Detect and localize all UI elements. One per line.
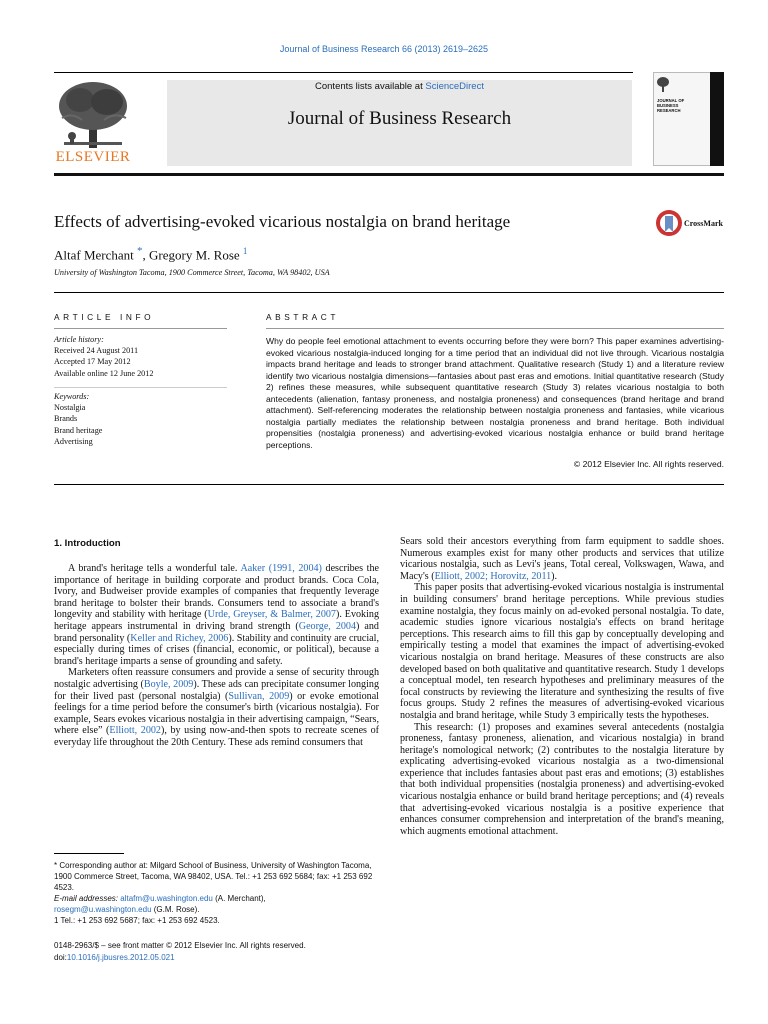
affiliation: University of Washington Tacoma, 1900 Commerce Street, Tacoma, WA 98402, USA <box>54 268 330 277</box>
title-divider <box>54 292 724 293</box>
doi-line <box>54 952 380 964</box>
bottom-meta <box>54 940 380 964</box>
history-label: Article history: <box>54 335 104 344</box>
cover-title: JOURNAL OF BUSINESS RESEARCH <box>657 98 685 113</box>
cover-strip <box>710 72 724 166</box>
author-footnote-mark[interactable]: 1 <box>242 246 248 256</box>
article-info-subrule <box>54 387 227 388</box>
article-title: Effects of advertising-evoked vicarious nostalgia on brand heritage <box>54 212 511 231</box>
text-run: ) and brand personality ( <box>54 620 379 644</box>
abstract-divider <box>54 484 724 485</box>
paragraph: This paper posits that advertising-evoked vicarious nostalgia is instrumental in building consumers' brand heritage perceptions. While previous studies examine nostalgia, they focus mainly on ad-evoked personal nostalgia. To date, academic studies ignore vicarious nostalgia's effects on brand heritage perceptions. This research aims to fill this gap by conceptually developing and empirically testing a model that examines the impact of advertising-evoked vicarious nostalgia on brand heritage. Measures of these constructs are also developed based on both qualitative and quantitative research. Study 1 develops a conceptual model, ten research hypotheses and preliminary measures of the focal constructs by reviewing the literature and synthesizing the results of five focus groups. Study 2 refines the measures of advertising-evoked vicarious nostalgia and brand heritage, while Study 3 empirically tests the hypotheses. <box>400 582 724 721</box>
text-run: A brand's heritage tells a wonderful tale. <box>68 563 241 574</box>
abstract-heading: ABSTRACT <box>266 312 340 322</box>
text-run: Sears sold their ancestors everything from farm equipment to saddle shoes. Numerous examples exist for many other products and services that utilize vicarious nostalgia, such as Levi's jeans, Total cereal, Volkswagen, Wawa, and Macy's ( <box>400 536 724 582</box>
sciencedirect-link[interactable]: ScienceDirect <box>425 81 484 92</box>
history-accepted: Accepted 17 May 2012 <box>54 357 131 367</box>
keyword-item: Nostalgia <box>54 403 86 413</box>
abstract-rule <box>266 328 724 329</box>
contents-line <box>167 81 632 92</box>
keyword-item: Brand heritage <box>54 425 103 435</box>
text-run: ). Evoking heritage appears instrumental in driving brand strength ( <box>54 609 379 632</box>
header-top-rule <box>54 72 633 73</box>
author-separator: , <box>142 247 150 263</box>
authors <box>54 245 247 263</box>
corresponding-author-mark[interactable]: * <box>137 245 143 257</box>
text-run: describes the importance of heritage in building corporate and product brands. Coca Cola, Ivory, and Budweiser provide examples of companies that frequently leverage brand heritage to bolster their brands. Consumers tend to associate a brand's longevity and stability with heritage ( <box>54 563 379 621</box>
section-heading-introduction: 1. Introduction <box>54 538 121 549</box>
email-addresses <box>54 893 380 915</box>
publisher-name: ELSEVIER <box>55 149 131 165</box>
citation-link[interactable]: Aaker (1991, 2004) <box>240 563 322 574</box>
paragraph: This research: (1) proposes and examines several antecedents (nostalgia proneness, fantasy proneness, alienation, and vicarious nostalgia) in brand heritage's nomological network; (2) contributes to the nostalgia literature by explicating advertising-evoked vicarious nostalgia as a two-dimensional experience that includes fantasies about past eras and emotions; (3) establishes that both individual propensities (nostalgia proneness) and advertising-evoked vicarious nostalgia enhance or build brand heritage perceptions; and (4) reveals that advertising-evoked vicarious nostalgia is a positive experience that enhances consumer comprehension and interpretation of the brand's meaning, which augments emotional attachment. <box>400 721 724 837</box>
history-received: Received 24 August 2011 <box>54 346 139 356</box>
journal-title[interactable]: Journal of Business Research <box>287 108 512 129</box>
right-column <box>400 536 724 837</box>
history-online: Available online 12 June 2012 <box>54 368 154 378</box>
author-rose[interactable]: Gregory M. Rose <box>149 247 240 263</box>
doi-link[interactable]: 10.1016/j.jbusres.2012.05.021 <box>66 953 175 962</box>
keywords-label: Keywords: <box>54 392 90 401</box>
crossmark-label: CrossMark <box>684 219 723 228</box>
citation-link[interactable]: Keller and Richey, 2006 <box>130 632 229 644</box>
journal-reference[interactable]: Journal of Business Research 66 (2013) 2619–2625 <box>279 44 489 54</box>
crossmark-icon[interactable] <box>655 208 683 238</box>
text-run: ). <box>551 570 558 582</box>
text-run: Marketers often reassure consumers and provide a sense of security through nostalgic advertising ( <box>54 667 379 690</box>
email-rose-link[interactable]: rosegm@u.washington.edu <box>54 905 152 914</box>
author-merchant[interactable]: Altaf Merchant <box>54 247 134 263</box>
citation-link[interactable]: Elliott, 2002; Horovitz, 2011 <box>434 570 552 582</box>
text-run: ). These ads can precipitate consumer longing for their lived past (personal nostalgia) ( <box>54 678 379 702</box>
text-run: (A. Merchant), <box>212 894 266 903</box>
paragraph <box>54 563 379 667</box>
corresponding-author-note: * Corresponding author at: Milgard School of Business, University of Washington Tacoma, 1900 Commerce Street, Tacoma, WA 98402, USA. Tel.: +1 253 692 5684; fax: +1 253 692 4523. <box>54 861 373 892</box>
contents-prefix: Contents lists available at <box>315 81 426 92</box>
citation-link[interactable]: George, 2004 <box>298 620 357 632</box>
text-run: ). Stability and continuity are crucial, especially during times of crises (financial, economic, or political), because a brand's heritage imparts a sense of grounding and safety. <box>54 632 379 667</box>
article-history <box>54 334 227 379</box>
email-merchant-link[interactable]: altafm@u.washington.edu <box>120 894 213 903</box>
citation-link[interactable]: Boyle, 2009 <box>143 678 194 690</box>
footnote-rule <box>54 853 124 854</box>
keyword-item: Advertising <box>54 436 93 446</box>
author-footnote: 1 Tel.: +1 253 692 5687; fax: +1 253 692 4523. <box>54 916 220 925</box>
issn-line: 0148-2963/$ – see front matter © 2012 Elsevier Inc. All rights reserved. <box>54 941 306 950</box>
article-info-heading: ARTICLE INFO <box>54 312 155 322</box>
cover-tree-icon <box>656 76 670 94</box>
header-bottom-rule <box>54 173 724 176</box>
text-run: ) or evoke emotional feelings for a time period before the consumer's birth (vicarious nostalgia). For example, Sears evokes vicarious nostalgia in their advertising campaign, “Sears, where else” ( <box>54 690 379 737</box>
paragraph <box>54 667 379 748</box>
doi-label: doi: <box>54 953 67 962</box>
text-run: ), by using now-and-then spots to recreate scenes of everyday life throughout the 20th Century. These ads remind consumers that <box>54 725 379 748</box>
left-column <box>54 563 379 749</box>
email-label: E-mail addresses: <box>54 894 121 903</box>
abstract-copyright: © 2012 Elsevier Inc. All rights reserved. <box>573 459 724 469</box>
text-run: (G.M. Rose). <box>151 905 200 914</box>
abstract-text: Why do people feel emotional attachment to events occurring before they were born? This paper examines advertising-evoked vicarious nostalgia-induced longing for a time period that an individual did not live through. Vicarious nostalgia impacts brand heritage and leads to stronger brand attachment. Qualitative research (Study 1) and a literature review identify two vicarious nostalgia dimensions—fantasies about past eras and emotions. Initial quantitative research (Study 2) refines these measures, while subsequent quantitative research (Study 3) relates vicarious nostalgia to both antecedents (alienation, fantasy proneness, and nostalgia proneness) and consequences (brand heritage and brand attachment). Self-referencing moderates the relationship between nostalgia proneness and fantasies, while vicarious nostalgia partially mediates the relationship between nostalgia proneness and brand heritage. Both individual propensities (nostalgia proneness) and advertising-evoked vicarious nostalgia enhance or build brand heritage perceptions. <box>266 336 724 450</box>
citation-link[interactable]: Sullivan, 2009 <box>228 690 290 702</box>
paragraph <box>400 536 724 582</box>
citation-link[interactable]: Elliott, 2002 <box>109 725 161 737</box>
footnotes <box>54 860 380 926</box>
article-info-rule <box>54 328 227 329</box>
keyword-item: Brands <box>54 414 78 424</box>
citation-link[interactable]: Urde, Greyser, & Balmer, 2007 <box>207 609 336 621</box>
keywords-block <box>54 391 227 447</box>
